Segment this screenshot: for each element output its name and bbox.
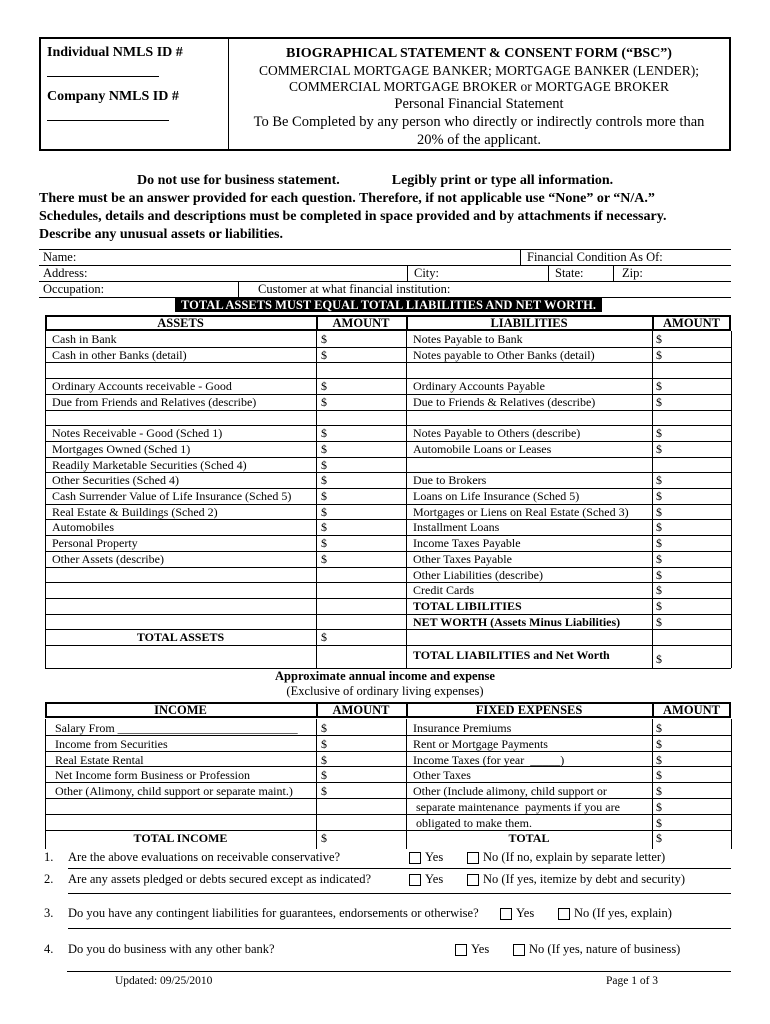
form-title-panel [229,39,729,149]
asset-amount-field[interactable]: $ [321,394,327,409]
asset-label: Other Assets (describe) [52,551,164,566]
assets-header-2: LIABILITIES [490,316,568,330]
instruction-4: Describe any unusual assets or liabilities. [39,227,283,242]
instruction-2: There must be an answer provided for each question. Therefore, if not applicable use “None” or “N/A.” [39,191,655,206]
liability-amount-field[interactable]: $ [656,504,662,519]
expense-amount-field[interactable]: $ [656,800,662,814]
asset-amount-field[interactable]: $ [321,504,327,519]
yes-checkbox[interactable] [409,874,421,886]
yes-checkbox[interactable] [500,908,512,920]
no-checkbox[interactable] [558,908,570,920]
asset-label: Real Estate & Buildings (Sched 2) [52,504,218,519]
instruction-3: Schedules, details and descriptions must be completed in space provided and by attachments if necessary. [39,209,667,224]
asset-amount-field[interactable]: $ [321,536,327,551]
question-text: Do you do business with any other bank? [68,942,275,956]
total-income-amount[interactable]: $ [321,830,327,845]
question-text: Are any assets pledged or debts secured except as indicated? [68,872,372,886]
no-checkbox[interactable] [467,874,479,886]
header-divider [316,315,318,331]
asset-amount-field[interactable]: $ [321,457,327,472]
form-title: BIOGRAPHICAL STATEMENT & CONSENT FORM (“BSC”) [286,46,672,61]
total-liabilities-amount[interactable]: $ [656,598,662,613]
liability-amount-field[interactable]: $ [656,379,662,394]
zip-label: Zip: [622,266,643,280]
income-expense-heading [0,669,770,699]
no-checkbox[interactable] [513,944,525,956]
liability-label: Automobile Loans or Leases [413,441,552,456]
expense-label: separate maintenance payments if you are [413,800,620,814]
header-divider [316,702,318,718]
liability-label: Loans on Life Insurance (Sched 5) [413,489,580,503]
liability-amount-field[interactable]: $ [656,489,662,503]
row-line [45,598,731,599]
yes-option[interactable] [500,906,534,921]
header-divider [652,702,654,718]
yes-label: Yes [425,850,444,864]
expense-amount-field[interactable]: $ [656,721,662,735]
asset-amount-field[interactable]: $ [321,426,327,441]
column-line [316,331,317,668]
applicant-info-table [39,249,731,298]
total-expenses-label: TOTAL [508,830,550,845]
liability-label: Notes Payable to Others (describe) [413,426,581,441]
asset-amount-field[interactable]: $ [321,441,327,456]
header-divider [406,702,408,718]
net-worth-label: NET WORTH (Assets Minus Liabilities) [413,614,621,629]
expense-amount-field[interactable]: $ [656,784,662,799]
expense-amount-field[interactable]: $ [656,768,662,783]
occupation-label: Occupation: [43,282,105,296]
individual-nmls-field[interactable] [47,68,159,77]
asset-label: Other Securities (Sched 4) [52,473,179,488]
total-income-label: TOTAL INCOME [133,830,228,845]
question-number: 1. [44,850,54,864]
asset-amount-field[interactable]: $ [321,489,327,503]
question-text: Are the above evaluations on receivable conservative? [68,850,341,864]
asset-label: Cash Surrender Value of Life Insurance (Sched 5) [52,489,292,503]
net-worth-amount[interactable]: $ [656,614,662,629]
question-number: 4. [44,942,54,956]
liability-label: Notes Payable to Bank [413,332,523,346]
expense-label: Rent or Mortgage Payments [413,736,548,751]
no-label: No (If yes, explain) [574,906,672,920]
row-line [45,535,731,536]
expense-label: obligated to make them. [413,815,532,830]
income-amount-field[interactable]: $ [321,721,327,735]
form-subtitle-3: Personal Financial Statement [394,96,564,112]
income-label: Salary From ______________________________ [55,721,298,735]
liability-amount-field[interactable]: $ [656,441,662,456]
address-label: Address: [43,266,88,280]
asset-amount-field[interactable]: $ [321,347,327,362]
no-option[interactable] [513,942,680,957]
yes-option[interactable] [455,942,489,957]
page-number: Page 1 of 3 [606,975,659,987]
liability-label: Credit Cards [413,583,474,598]
no-option[interactable] [467,872,685,887]
asset-amount-field[interactable]: $ [321,332,327,346]
form-header [39,37,731,151]
liability-amount-field[interactable]: $ [656,583,662,598]
yes-option[interactable] [409,850,443,865]
row-line [45,814,731,815]
company-nmls-label: Company NMLS ID # [47,89,179,104]
liability-amount-field[interactable]: $ [656,536,662,551]
form-subtitle-4: To Be Completed by any person who directly or indirectly controls more than [253,114,705,130]
total-liabilities-networth-label: TOTAL LIABILITIES and Net Worth [413,648,610,662]
header-divider [652,315,654,331]
question-answer-line [68,893,731,894]
total-assets-label: TOTAL ASSETS [136,630,225,645]
form-subtitle-2: COMMERCIAL MORTGAGE BROKER or MORTGAGE BROKER [288,79,670,94]
asset-amount-field[interactable]: $ [321,473,327,488]
total-assets-amount[interactable]: $ [321,630,327,645]
liability-label: Other Taxes Payable [413,551,512,566]
total-liabilities-label: TOTAL LIBILITIES [413,598,522,613]
instruction-1a: Do not use for business statement. [137,173,340,188]
liability-amount-field[interactable]: $ [656,567,662,582]
company-nmls-field[interactable] [47,112,169,121]
updated-date: Updated: 09/25/2010 [115,975,213,987]
income-header-1: AMOUNT [332,703,390,717]
no-label: No (If no, explain by separate letter) [483,850,666,864]
income-amount-field[interactable]: $ [321,784,327,799]
footer-rule [67,971,731,972]
income-label: Income from Securities [55,736,168,751]
question-number: 3. [44,906,54,920]
approx-title: Approximate annual income and expense [275,669,495,683]
question-answer-line [68,868,731,869]
asset-label: Notes Receivable - Good (Sched 1) [52,426,223,441]
assets-header-3: AMOUNT [663,316,720,330]
yes-checkbox[interactable] [455,944,467,956]
row-line [45,582,731,583]
instructions [39,172,739,244]
no-option[interactable] [558,906,672,921]
income-header-2: FIXED EXPENSES [475,703,583,717]
income-label: Real Estate Rental [55,752,144,767]
expense-amount-field[interactable]: $ [656,815,662,830]
no-option[interactable] [467,850,665,865]
liability-label: Due to Brokers [413,473,487,488]
total-expenses-amount[interactable]: $ [656,830,662,845]
name-label: Name: [43,250,77,264]
assets-header-0: ASSETS [157,316,204,330]
asset-label: Personal Property [52,536,138,551]
instruction-1b: Legibly print or type all information. [391,173,614,188]
asset-amount-field[interactable]: $ [321,379,327,394]
asset-label: Cash in other Banks (detail) [52,347,187,362]
liability-label: Due to Friends & Relatives (describe) [413,394,596,409]
column-line [731,331,732,668]
expense-label: Other Taxes [413,768,471,783]
form-subtitle-5: 20% of the applicant. [416,132,541,148]
liability-amount-field[interactable]: $ [656,347,662,362]
individual-nmls-label: Individual NMLS ID # [47,45,183,60]
expense-amount-field[interactable]: $ [656,736,662,751]
asset-label: Automobiles [52,520,114,535]
form-subtitle-1: COMMERCIAL MORTGAGE BANKER; MORTGAGE BANKER (LENDER); [259,63,699,78]
header-divider [406,315,408,331]
asset-label: Readily Marketable Securities (Sched 4) [52,457,247,472]
asset-label: Cash in Bank [52,332,117,346]
liability-label: Other Liabilities (describe) [413,567,543,582]
expense-amount-field[interactable]: $ [656,752,662,767]
expense-label: Insurance Premiums [413,721,512,735]
asset-label: Mortgages Owned (Sched 1) [52,441,191,456]
liability-amount-field[interactable]: $ [656,426,662,441]
no-label: No (If yes, itemize by debt and security) [483,872,686,886]
income-label: Other (Alimony, child support or separate maint.) [55,784,293,799]
total-liabilities-networth-amount[interactable]: $ [656,652,662,666]
liability-label: Notes payable to Other Banks (detail) [413,347,595,362]
column-line [406,331,407,668]
yes-label: Yes [516,906,535,920]
asset-amount-field[interactable]: $ [321,551,327,566]
liability-amount-field[interactable]: $ [656,394,662,409]
income-amount-field[interactable]: $ [321,736,327,751]
nmls-id-panel [41,39,229,149]
liability-label: Installment Loans [413,520,500,535]
liability-amount-field[interactable]: $ [656,332,662,346]
financial-condition-label: Financial Condition As Of: [527,250,663,264]
liability-amount-field[interactable]: $ [656,520,662,535]
yes-option[interactable] [409,872,443,887]
no-checkbox[interactable] [467,852,479,864]
income-header-0: INCOME [154,703,207,717]
liability-amount-field[interactable]: $ [656,551,662,566]
liability-amount-field[interactable]: $ [656,473,662,488]
state-label: State: [555,266,584,280]
income-label: Net Income form Business or Profession [55,768,250,783]
assets-header-1: AMOUNT [332,316,390,330]
approx-subtitle: (Exclusive of ordinary living expenses) [286,684,484,698]
customer-label: Customer at what financial institution: [258,282,451,296]
income-amount-field[interactable]: $ [321,752,327,767]
question-answer-line [68,928,731,929]
no-label: No (If yes, nature of business) [529,942,681,956]
column-line [45,331,46,668]
yes-label: Yes [425,872,444,886]
yes-label: Yes [471,942,490,956]
income-header-3: AMOUNT [663,703,720,717]
expense-label: Income Taxes (for year _____) [413,752,565,767]
yes-checkbox[interactable] [409,852,421,864]
totals-banner: TOTAL ASSETS MUST EQUAL TOTAL LIABILITIES AND NET WORTH. [175,298,602,312]
column-line [652,331,653,668]
city-label: City: [414,266,440,280]
asset-label: Ordinary Accounts receivable - Good [52,379,232,394]
liability-label: Ordinary Accounts Payable [413,379,545,394]
expense-label: Other (Include alimony, child support or [413,784,607,799]
question-text: Do you have any contingent liabilities for guarantees, endorsements or otherwise? [68,906,479,920]
row-line [45,766,731,767]
liability-label: Income Taxes Payable [413,536,521,551]
asset-amount-field[interactable]: $ [321,520,327,535]
liability-label: Mortgages or Liens on Real Estate (Sched 3) [413,504,629,519]
income-amount-field[interactable]: $ [321,768,327,783]
question-number: 2. [44,872,54,886]
asset-label: Due from Friends and Relatives (describe) [52,394,257,409]
column-line [731,719,732,849]
row-line [45,614,731,615]
